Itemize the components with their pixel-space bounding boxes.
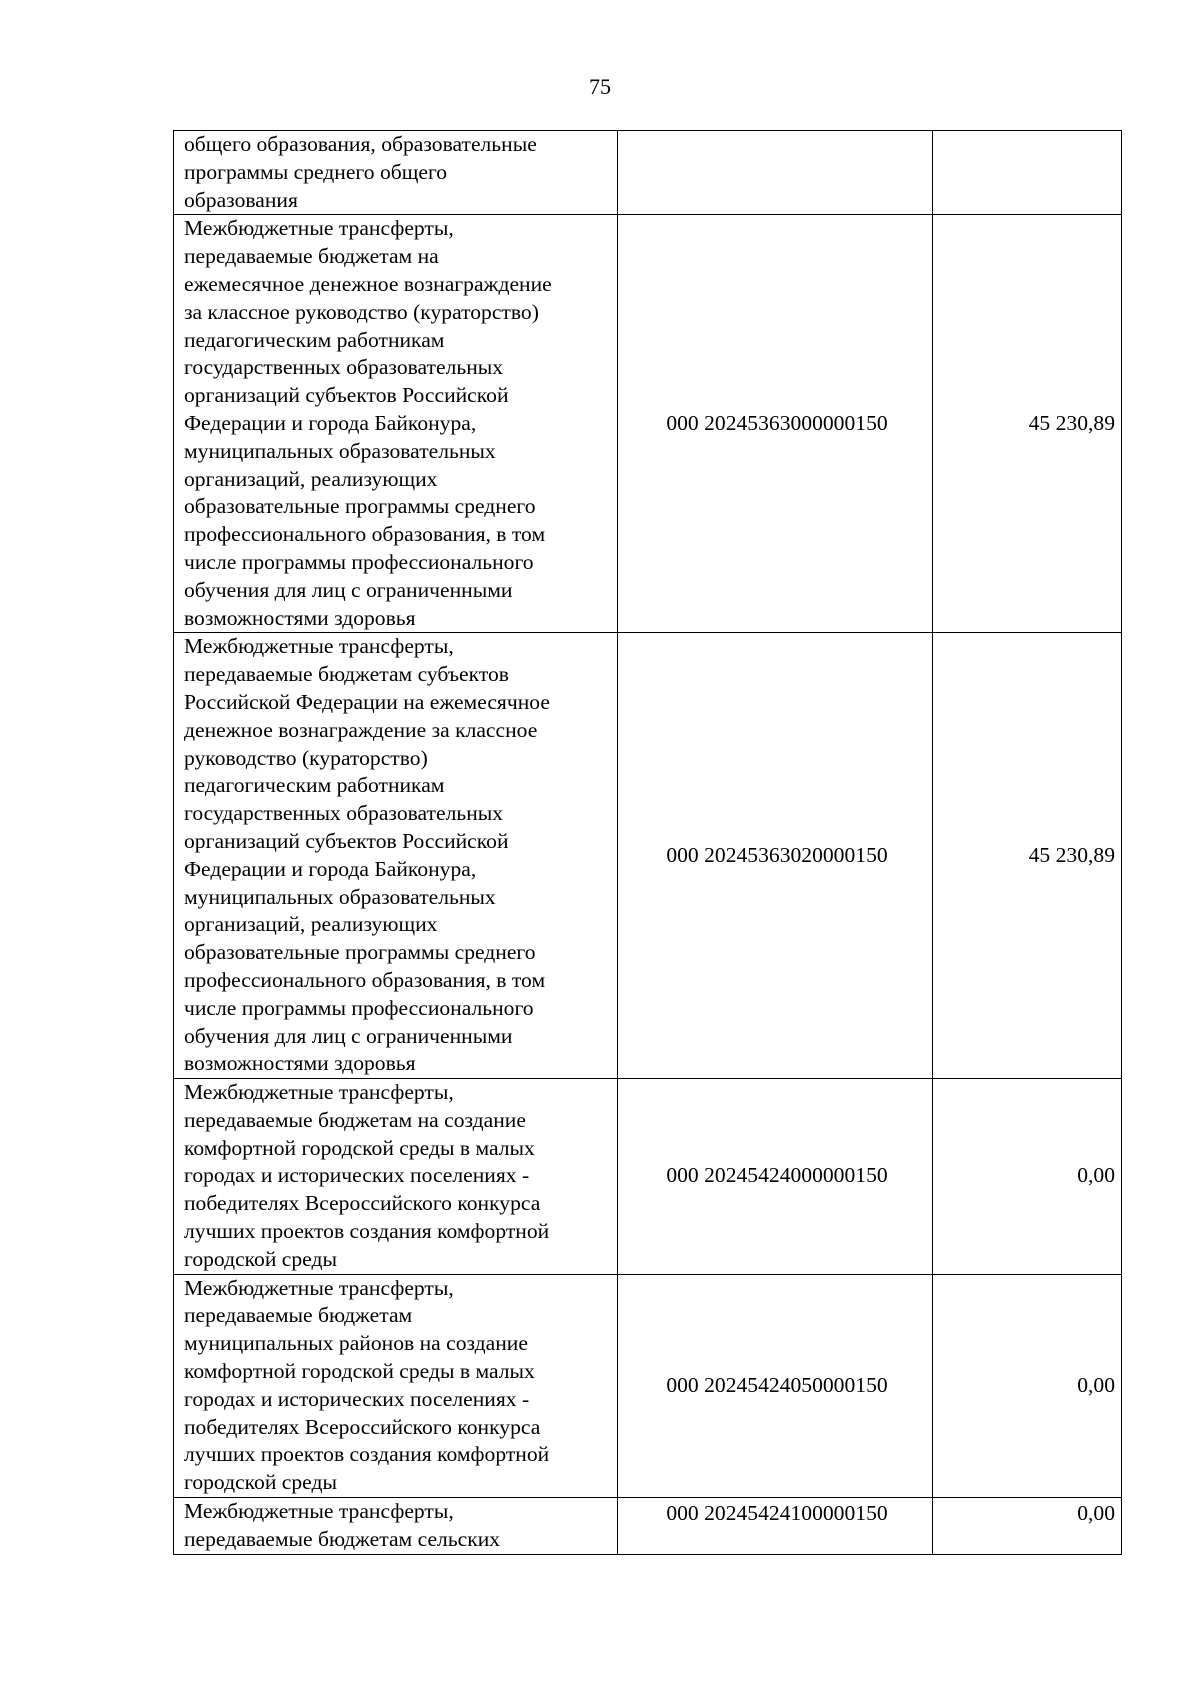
indicator-name-line: числе программы профессионального [184,549,534,574]
indicator-name-line: Межбюджетные трансферты, [184,1080,454,1105]
indicator-name-line: передаваемые бюджетам на создание [184,1107,526,1132]
indicator-name-line: ежемесячное денежное вознаграждение [184,271,552,296]
indicator-name-line: руководство (кураторство) [184,745,428,770]
indicator-name-line: передаваемые бюджетам [184,1303,413,1328]
budget-table [173,130,1122,1555]
page-number: 75 [589,74,611,99]
indicator-name-line: государственных образовательных [184,355,504,380]
table-row [174,215,1122,633]
indicator-name-line: Межбюджетные трансферты, [184,634,454,659]
indicator-name-line: комфортной городской среды в малых [184,1359,535,1384]
amount-cell: 0,00 [933,1079,1122,1275]
indicator-name-cell [174,1079,618,1275]
indicator-name-cell [174,633,618,1079]
budget-code-cell: 000 20245424050000150 [618,1274,933,1497]
budget-code-cell: 000 20245363020000150 [618,633,933,1079]
indicator-name-line: передаваемые бюджетам на [184,244,439,269]
indicator-name-cell [174,215,618,633]
indicator-name-line: организаций субъектов Российской [184,383,509,408]
indicator-name-line: передаваемые бюджетам субъектов [184,662,509,687]
table-row [174,1498,1122,1555]
indicator-name-line: профессионального образования, в том [184,967,546,992]
indicator-name-line: Федерации и города Байконура, [184,856,477,881]
indicator-name-line: городской среды [184,1470,337,1495]
indicator-name-line: денежное вознаграждение за классное [184,717,538,742]
amount-cell: 0,00 [933,1498,1122,1555]
indicator-name-line: возможностями здоровья [184,1051,416,1076]
indicator-name-line: Межбюджетные трансферты, [184,1275,454,1300]
table-row [174,633,1122,1079]
indicator-name-line: Межбюджетные трансферты, [184,216,454,241]
indicator-name-line: педагогическим работникам [184,327,445,352]
table-row [174,131,1122,215]
indicator-name-line: муниципальных районов на создание [184,1331,528,1356]
indicator-name-line: образовательные программы среднего [184,940,536,965]
indicator-name-line: победителях Всероссийского конкурса [184,1414,541,1439]
indicator-name-line: лучших проектов создания комфортной [184,1442,550,1467]
indicator-name-line: общего образования, образовательные [184,132,537,156]
indicator-name-line: Российской Федерации на ежемесячное [184,689,550,714]
indicator-name-line: городах и исторических поселениях - [184,1386,530,1411]
indicator-name-line: образовательные программы среднего [184,494,536,519]
amount-cell: 45 230,89 [933,215,1122,633]
indicator-name-line: возможностями здоровья [184,605,416,630]
indicator-name-line: профессионального образования, в том [184,522,546,547]
indicator-name-line: городах и исторических поселениях - [184,1163,530,1188]
indicator-name-line: победителях Всероссийского конкурса [184,1191,541,1216]
indicator-name-line: лучших проектов создания комфортной [184,1219,550,1244]
budget-code-cell: 000 20245424100000150 [618,1498,933,1555]
indicator-name-line: организаций, реализующих [184,912,438,937]
amount-cell [933,131,1122,215]
indicator-name-line: образования [184,187,298,212]
indicator-name-cell [174,1274,618,1497]
indicator-name-line: передаваемые бюджетам сельских [184,1526,501,1551]
amount-cell: 45 230,89 [933,633,1122,1079]
indicator-name-line: обучения для лиц с ограниченными [184,577,513,602]
indicator-name-line: Федерации и города Байконура, [184,410,477,435]
table-row [174,1274,1122,1497]
indicator-name-line: за классное руководство (кураторство) [184,299,539,324]
indicator-name-line: государственных образовательных [184,801,504,826]
indicator-name-line: муниципальных образовательных [184,438,496,463]
indicator-name-line: городской среды [184,1246,337,1271]
indicator-name-line: организаций, реализующих [184,466,438,491]
indicator-name-line: педагогическим работникам [184,773,445,798]
indicator-name-line: числе программы профессионального [184,995,534,1020]
budget-code-cell: 000 20245363000000150 [618,215,933,633]
indicator-name-cell [174,1498,618,1555]
table-body [174,131,1122,1555]
indicator-name-line: организаций субъектов Российской [184,828,509,853]
table-row [174,1079,1122,1275]
indicator-name-cell [174,131,618,215]
indicator-name-line: Межбюджетные трансферты, [184,1499,454,1524]
indicator-name-line: муниципальных образовательных [184,884,496,909]
amount-cell: 0,00 [933,1274,1122,1497]
indicator-name-line: комфортной городской среды в малых [184,1135,535,1160]
indicator-name-line: обучения для лиц с ограниченными [184,1023,513,1048]
budget-code-cell: 000 20245424000000150 [618,1079,933,1275]
indicator-name-line: программы среднего общего [184,159,448,184]
budget-code-cell [618,131,933,215]
